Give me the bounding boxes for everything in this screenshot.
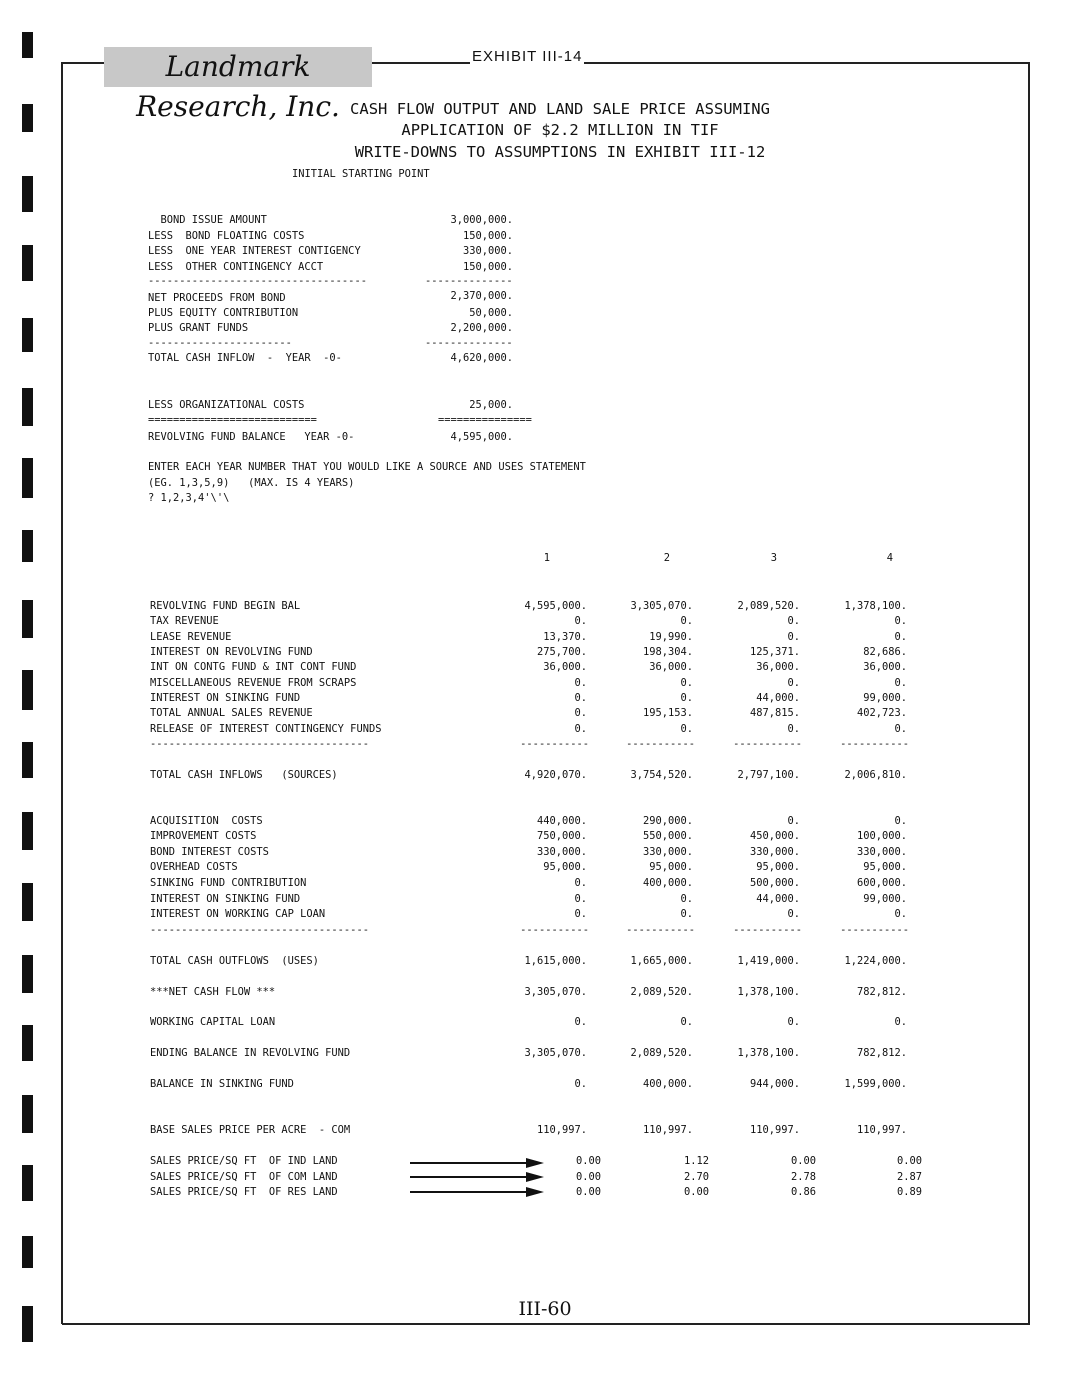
ending-balance-row-value: 2,089,520. [630, 1047, 693, 1059]
use-row-value: 100,000. [856, 830, 907, 842]
source-row-value: 0. [894, 677, 907, 689]
total-outflows-row-value: 1,224,000. [844, 955, 907, 967]
working-capital-row-label: WORKING CAPITAL LOAN [150, 1016, 276, 1028]
dash-rule: ----------------------- [148, 337, 292, 349]
use-row-value: 330,000. [642, 846, 693, 858]
ending-balance-row-value: 3,305,070. [524, 1047, 587, 1059]
source-row-label: MISCELLANEOUS REVENUE FROM SCRAPS [150, 677, 357, 689]
use-row-value: 0. [787, 815, 800, 827]
year-header: 2 [663, 552, 670, 564]
source-row-value: 0. [574, 677, 587, 689]
source-row-value: 402,723. [856, 707, 907, 719]
source-row-value: 99,000. [863, 692, 907, 704]
title-line-1: CASH FLOW OUTPUT AND LAND SALE PRICE ASSUMING [350, 100, 770, 118]
use-row-value: 95,000. [863, 861, 907, 873]
sqft-row-value: 0.00 [790, 1155, 816, 1167]
source-row-value: 36,000. [649, 661, 693, 673]
source-row-value: 0. [787, 615, 800, 627]
dash-rule: ----------------------------------- [150, 738, 369, 750]
initial-label: NET PROCEEDS FROM BOND [148, 292, 286, 304]
exhibit-number: EXHIBIT III-14 [472, 48, 583, 65]
source-row-label: REVOLVING FUND BEGIN BAL [150, 600, 301, 612]
sqft-row-label: SALES PRICE/SQ FT OF IND LAND [150, 1155, 338, 1167]
net-cash-flow-row-label: ***NET CASH FLOW *** [150, 986, 276, 998]
net-cash-flow-row-value: 782,812. [856, 986, 907, 998]
use-row-value: 0. [574, 893, 587, 905]
working-capital-row-value: 0. [574, 1016, 587, 1028]
initial-value: 330,000. [462, 245, 513, 257]
use-row-value: 550,000. [642, 830, 693, 842]
base-price-row-value: 110,997. [749, 1124, 800, 1136]
use-row-value: 600,000. [856, 877, 907, 889]
initial-label: PLUS GRANT FUNDS [148, 322, 249, 334]
dash-rule: -------------- [425, 337, 513, 349]
source-row-value: 36,000. [756, 661, 800, 673]
source-row-value: 198,304. [642, 646, 693, 658]
source-row-label: TOTAL ANNUAL SALES REVENUE [150, 707, 313, 719]
use-row-value: 500,000. [749, 877, 800, 889]
initial-value: 25,000. [469, 399, 513, 411]
source-row-value: 36,000. [863, 661, 907, 673]
base-price-row-label: BASE SALES PRICE PER ACRE - COM [150, 1124, 351, 1136]
use-row-value: 0. [894, 815, 907, 827]
use-row-label: SINKING FUND CONTRIBUTION [150, 877, 307, 889]
total-inflows-row-label: TOTAL CASH INFLOWS (SOURCES) [150, 769, 338, 781]
company-logo: Landmark Research, Inc. [104, 47, 372, 87]
dash-rule: ----------- [520, 924, 589, 936]
source-row-value: 195,153. [642, 707, 693, 719]
source-row-value: 0. [787, 723, 800, 735]
use-row-value: 450,000. [749, 830, 800, 842]
subtitle: INITIAL STARTING POINT [292, 168, 430, 180]
ending-balance-row-value: 782,812. [856, 1047, 907, 1059]
total-inflows-row-value: 2,006,810. [844, 769, 907, 781]
source-row-value: 1,378,100. [844, 600, 907, 612]
working-capital-row-value: 0. [894, 1016, 907, 1028]
sinking-balance-row-value: 400,000. [642, 1078, 693, 1090]
use-row-value: 0. [787, 908, 800, 920]
dash-rule: ----------- [733, 924, 802, 936]
source-row-value: 0. [894, 615, 907, 627]
dash-rule: ----------------------------------- [150, 924, 369, 936]
source-row-label: INTEREST ON SINKING FUND [150, 692, 301, 704]
use-row-value: 330,000. [536, 846, 587, 858]
use-row-value: 95,000. [756, 861, 800, 873]
dash-rule: ----------- [840, 738, 909, 750]
source-row-value: 0. [787, 677, 800, 689]
sqft-row-value: 2.70 [683, 1171, 709, 1183]
sqft-row-value: 0.86 [790, 1186, 816, 1198]
base-price-row-value: 110,997. [536, 1124, 587, 1136]
dash-rule: ----------- [840, 924, 909, 936]
initial-value: 2,200,000. [450, 322, 513, 334]
total-inflows-row-value: 3,754,520. [630, 769, 693, 781]
use-row-value: 99,000. [863, 893, 907, 905]
initial-label: BOND ISSUE AMOUNT [148, 214, 267, 226]
initial-value: 150,000. [462, 261, 513, 273]
use-row-value: 95,000. [543, 861, 587, 873]
use-row-value: 330,000. [749, 846, 800, 858]
frame-border-right [1028, 62, 1030, 1324]
source-row-value: 36,000. [543, 661, 587, 673]
source-row-value: 2,089,520. [737, 600, 800, 612]
prompt-line-2: (EG. 1,3,5,9) (MAX. IS 4 YEARS) [148, 477, 355, 489]
dash-rule: ----------- [626, 738, 695, 750]
dash-rule: -------------- [425, 275, 513, 287]
year-header: 1 [543, 552, 550, 564]
ending-balance-row-value: 1,378,100. [737, 1047, 800, 1059]
ending-balance-row-label: ENDING BALANCE IN REVOLVING FUND [150, 1047, 351, 1059]
initial-label: REVOLVING FUND BALANCE YEAR -0- [148, 431, 355, 443]
prompt-line-1: ENTER EACH YEAR NUMBER THAT YOU WOULD LIKE A SOURCE AND USES STATEMENT [148, 461, 586, 473]
total-inflows-row-value: 4,920,070. [524, 769, 587, 781]
source-row-label: RELEASE OF INTEREST CONTINGENCY FUNDS [150, 723, 382, 735]
source-row-value: 275,700. [536, 646, 587, 658]
initial-label: LESS OTHER CONTINGENCY ACCT [148, 261, 324, 273]
source-row-label: INTEREST ON REVOLVING FUND [150, 646, 313, 658]
frame-border-bottom [62, 1323, 1030, 1325]
dash-rule: ----------- [520, 738, 589, 750]
use-row-value: 0. [680, 908, 693, 920]
source-row-value: 0. [787, 631, 800, 643]
sinking-balance-row-value: 1,599,000. [844, 1078, 907, 1090]
initial-label: TOTAL CASH INFLOW - YEAR -0- [148, 352, 342, 364]
prompt-line-3: ? 1,2,3,4'\'\ [148, 492, 230, 504]
source-row-value: 3,305,070. [630, 600, 693, 612]
use-row-value: 95,000. [649, 861, 693, 873]
base-price-row-value: 110,997. [856, 1124, 907, 1136]
initial-value: 4,620,000. [450, 352, 513, 364]
title-line-3: WRITE-DOWNS TO ASSUMPTIONS IN EXHIBIT III-12 [354, 143, 766, 161]
sqft-row-value: 2.78 [790, 1171, 816, 1183]
sqft-row-value: 2.87 [896, 1171, 922, 1183]
source-row-label: INT ON CONTG FUND & INT CONT FUND [150, 661, 357, 673]
source-row-value: 0. [680, 615, 693, 627]
initial-label: LESS ONE YEAR INTEREST CONTIGENCY [148, 245, 361, 257]
initial-label: PLUS EQUITY CONTRIBUTION [148, 307, 299, 319]
use-row-value: 0. [574, 908, 587, 920]
use-row-label: INTEREST ON WORKING CAP LOAN [150, 908, 326, 920]
initial-value: 3,000,000. [450, 214, 513, 226]
source-row-value: 0. [680, 723, 693, 735]
dash-rule: ----------- [626, 924, 695, 936]
net-cash-flow-row-value: 2,089,520. [630, 986, 693, 998]
source-row-label: TAX REVENUE [150, 615, 219, 627]
page-number: III-60 [500, 1298, 590, 1320]
total-inflows-row-value: 2,797,100. [737, 769, 800, 781]
use-row-value: 400,000. [642, 877, 693, 889]
initial-label: LESS BOND FLOATING COSTS [148, 230, 305, 242]
initial-value: 150,000. [462, 230, 513, 242]
working-capital-row-value: 0. [680, 1016, 693, 1028]
source-row-value: 487,815. [749, 707, 800, 719]
eq-rule: =============== [438, 414, 532, 426]
use-row-value: 290,000. [642, 815, 693, 827]
year-header: 4 [886, 552, 893, 564]
source-row-value: 0. [894, 723, 907, 735]
sqft-row-value: 0.00 [575, 1155, 601, 1167]
source-row-value: 19,990. [649, 631, 693, 643]
source-row-value: 0. [574, 707, 587, 719]
initial-value: 50,000. [469, 307, 513, 319]
sqft-row-label: SALES PRICE/SQ FT OF RES LAND [150, 1186, 338, 1198]
total-outflows-row-label: TOTAL CASH OUTFLOWS (USES) [150, 955, 319, 967]
sqft-row-value: 0.00 [575, 1186, 601, 1198]
base-price-row-value: 110,997. [642, 1124, 693, 1136]
source-row-label: LEASE REVENUE [150, 631, 232, 643]
sqft-row-value: 0.00 [575, 1171, 601, 1183]
use-row-label: OVERHEAD COSTS [150, 861, 238, 873]
dash-rule: ----------------------------------- [148, 275, 367, 287]
use-row-value: 44,000. [756, 893, 800, 905]
initial-value: 4,595,000. [450, 431, 513, 443]
sinking-balance-row-value: 944,000. [749, 1078, 800, 1090]
eq-rule: =========================== [148, 414, 317, 426]
source-row-value: 0. [680, 692, 693, 704]
total-outflows-row-value: 1,665,000. [630, 955, 693, 967]
net-cash-flow-row-value: 3,305,070. [524, 986, 587, 998]
use-row-value: 330,000. [856, 846, 907, 858]
sinking-balance-row-value: 0. [574, 1078, 587, 1090]
source-row-value: 82,686. [863, 646, 907, 658]
source-row-value: 0. [574, 615, 587, 627]
sqft-row-value: 1.12 [683, 1155, 709, 1167]
net-cash-flow-row-value: 1,378,100. [737, 986, 800, 998]
source-row-value: 0. [574, 692, 587, 704]
source-row-value: 125,371. [749, 646, 800, 658]
use-row-value: 0. [680, 893, 693, 905]
use-row-label: BOND INTEREST COSTS [150, 846, 269, 858]
use-row-value: 750,000. [536, 830, 587, 842]
sqft-row-value: 0.00 [896, 1155, 922, 1167]
use-row-label: ACQUISITION COSTS [150, 815, 263, 827]
source-row-value: 13,370. [543, 631, 587, 643]
sinking-balance-row-label: BALANCE IN SINKING FUND [150, 1078, 294, 1090]
source-row-value: 4,595,000. [524, 600, 587, 612]
source-row-value: 0. [574, 723, 587, 735]
sqft-row-value: 0.89 [896, 1186, 922, 1198]
total-outflows-row-value: 1,615,000. [524, 955, 587, 967]
use-row-label: INTEREST ON SINKING FUND [150, 893, 301, 905]
source-row-value: 44,000. [756, 692, 800, 704]
use-row-value: 440,000. [536, 815, 587, 827]
source-row-value: 0. [894, 631, 907, 643]
total-outflows-row-value: 1,419,000. [737, 955, 800, 967]
frame-border-left [61, 62, 63, 1324]
source-row-value: 0. [680, 677, 693, 689]
use-row-label: IMPROVEMENT COSTS [150, 830, 257, 842]
use-row-value: 0. [574, 877, 587, 889]
initial-label: LESS ORGANIZATIONAL COSTS [148, 399, 305, 411]
dash-rule: ----------- [733, 738, 802, 750]
sqft-row-label: SALES PRICE/SQ FT OF COM LAND [150, 1171, 338, 1183]
use-row-value: 0. [894, 908, 907, 920]
sqft-row-value: 0.00 [683, 1186, 709, 1198]
initial-value: 2,370,000. [450, 290, 513, 302]
year-header: 3 [770, 552, 777, 564]
working-capital-row-value: 0. [787, 1016, 800, 1028]
title-line-2: APPLICATION OF $2.2 MILLION IN TIF [401, 121, 719, 139]
